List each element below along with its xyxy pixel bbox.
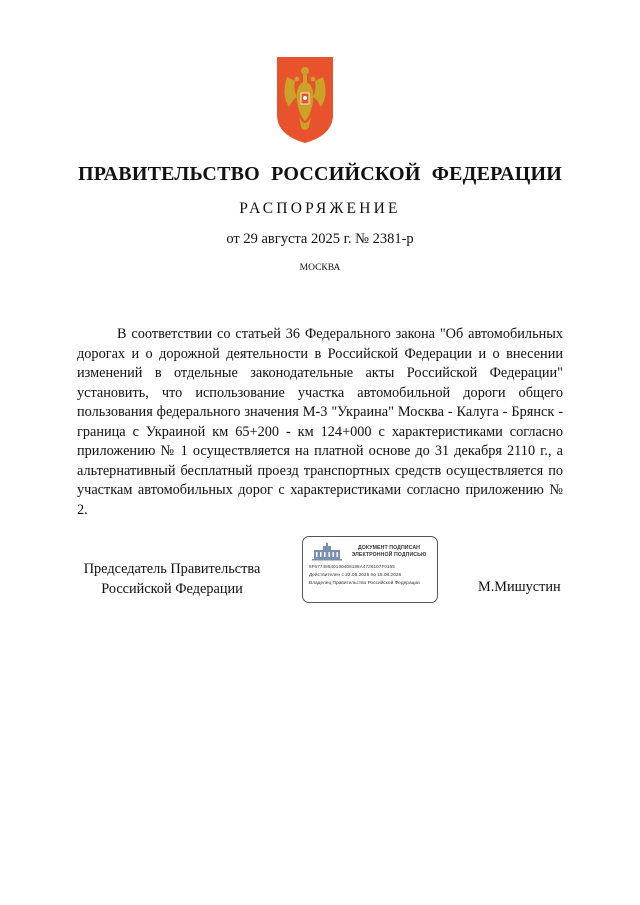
order-paragraph: В соответствии со статьей 36 Федерального закона "Об автомобильных дорогах и о дорожной деятельности в Российской Федерации и о внесении изменений в отдельные законодательные акты Российской Федерации" установить, что использование участка автомобильной дороги общего пользования федерального значения М-3 "Украина" Москва - Калуга - Брянск - граница с Украиной км 65+200 - км 124+000 с характеристиками согласно приложению № 1 осуществляется на платной основе до 31 декабря 2110 г., а альтернативный бесплатный проезд транспортных средств осуществляется по участкам автомобильных дорог с характеристиками согласно приложению № 2. — [77, 326, 563, 518]
stamp-title-line2: ЭЛЕКТРОННОЙ ПОДПИСЬЮ — [351, 551, 427, 558]
government-building-icon — [311, 543, 343, 561]
city-label: МОСКВА — [299, 263, 341, 273]
signer-position-line1: Председатель Правительства — [83, 561, 261, 577]
electronic-signature-stamp — [302, 536, 438, 603]
signer-position — [72, 560, 272, 599]
document-type: РАСПОРЯЖЕНИЕ — [239, 200, 401, 217]
certificate-owner: Владелец Правительство Российской Федерации — [309, 581, 420, 586]
coat-of-arms-icon — [275, 55, 335, 145]
government-title: ПРАВИТЕЛЬСТВО РОССИЙСКОЙ ФЕДЕРАЦИИ — [78, 163, 562, 185]
certificate-validity: Действителен с 22.05.2025 по 15.08.2026 — [309, 573, 402, 578]
signer-name: М.Мишустин — [478, 579, 561, 595]
signer-position-line2: Российской Федерации — [101, 580, 243, 597]
date-and-number: от 29 августа 2025 г. № 2381-р — [226, 231, 414, 247]
stamp-title-line1: ДОКУМЕНТ ПОДПИСАН — [357, 545, 421, 551]
stamp-title — [343, 545, 435, 558]
certificate-serial: 6F67748540130408188A4726107F0155 — [309, 564, 395, 569]
